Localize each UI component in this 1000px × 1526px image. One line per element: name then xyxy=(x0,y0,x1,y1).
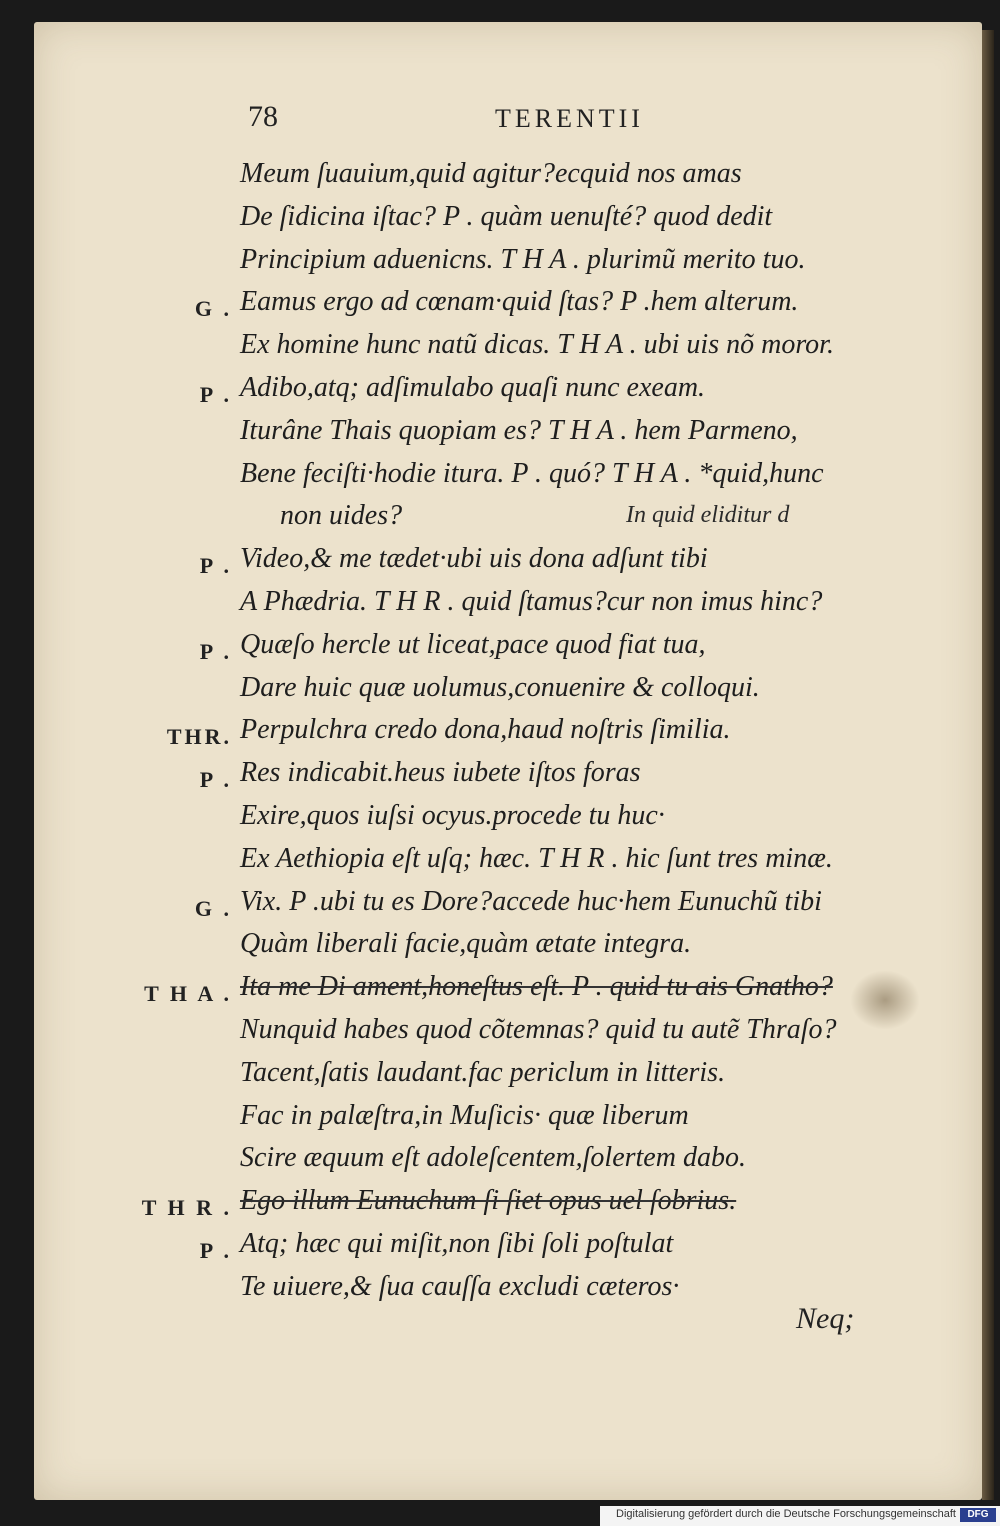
footer-credit: Digitalisierung gefördert durch die Deutsche Forschungsgemeinschaft xyxy=(616,1508,956,1520)
speaker-label: P . xyxy=(199,553,232,579)
page-header xyxy=(0,100,1000,140)
margin-note: In quid eliditur d xyxy=(626,502,790,529)
speaker-label: P . xyxy=(199,1238,232,1263)
text-line xyxy=(0,329,1000,369)
verse-text: Nunquid habes quod cõtemnas? quid tu autẽ Thraſo? xyxy=(240,1014,837,1045)
text-line xyxy=(0,244,1000,284)
verse-text: Exire,quos iuſsi ocyus.procede tu huc· xyxy=(240,800,665,831)
text-line xyxy=(0,586,1000,626)
text-line xyxy=(0,1100,1000,1140)
verse-text: non uides? xyxy=(280,500,403,532)
text-line xyxy=(0,800,1000,840)
verse-text: Perpulchra credo dona,haud noſtris ſimilia. xyxy=(240,714,731,746)
verse-text: Ego illum Eunuchum ſi ſiet opus uel ſobrius. xyxy=(240,1185,737,1217)
text-line xyxy=(0,1228,1000,1268)
verse-text: De ſidicina iſtac? P . quàm uenuſté? quod dedit xyxy=(240,200,773,232)
verse-text: Tacent,ſatis laudant.fac periclum in litteris. xyxy=(240,1056,726,1088)
running-head: TERENTII xyxy=(495,104,644,133)
verse-text: Meum ſuauium,quid agitur?ecquid nos amas xyxy=(240,158,742,189)
speaker-label: P . xyxy=(199,767,232,793)
verse-text: Ex homine hunc natũ dicas. T H A . ubi uis nõ moror. xyxy=(240,329,834,361)
text-line xyxy=(0,458,1000,498)
text-line xyxy=(0,372,1000,412)
footer-bar xyxy=(600,1506,1000,1526)
text-line xyxy=(0,543,1000,583)
verse-text: Ita me Di ament,honeſtus eſt. P . quid tu ais Gnatho? xyxy=(240,971,833,1003)
verse-text: Iturâne Thais quopiam es? T H A . hem Parmeno, xyxy=(240,414,798,446)
text-line xyxy=(0,1185,1000,1225)
text-line xyxy=(0,928,1000,968)
verse-text: Principium aduenicns. T H A . plurimũ merito tuo. xyxy=(240,243,806,275)
verse-text: Video,& me tædet·ubi uis dona adſunt tibi xyxy=(240,543,708,575)
text-line xyxy=(0,158,1000,198)
text-line xyxy=(0,629,1000,669)
text-line xyxy=(0,1014,1000,1054)
text-line xyxy=(0,500,1000,540)
catchword: Neq; xyxy=(796,1302,855,1335)
speaker-label: G . xyxy=(194,296,232,322)
text-line xyxy=(0,286,1000,326)
text-line xyxy=(0,757,1000,797)
speaker-label: P . xyxy=(199,638,232,664)
verse-text: A Phædria. T H R . quid ſtamus?cur non imus hinc? xyxy=(240,586,823,617)
text-line xyxy=(0,1057,1000,1097)
page-number: 78 xyxy=(248,100,278,133)
verse-text: Dare huic quæ uolumus,conuenire & colloqui. xyxy=(240,671,760,703)
text-line xyxy=(0,415,1000,455)
verse-text: Te uiuere,& ſua cauſſa excludi cæteros· xyxy=(240,1270,680,1302)
speaker-label: THR. xyxy=(166,724,232,750)
text-line xyxy=(0,886,1000,926)
text-line xyxy=(0,1142,1000,1182)
speaker-label: G . xyxy=(194,895,232,921)
verse-text: Adibo,atq; adſimulabo quaſi nunc exeam. xyxy=(240,372,706,403)
verse-text: Quæſo hercle ut liceat,pace quod fiat tua, xyxy=(240,628,706,660)
text-line xyxy=(0,672,1000,712)
text-line xyxy=(0,714,1000,754)
speaker-label: T H R . xyxy=(141,1195,232,1221)
dfg-logo: DFG xyxy=(960,1508,996,1522)
speaker-label: P . xyxy=(199,382,232,407)
text-line xyxy=(0,843,1000,883)
verse-text: Scire æquum eſt adoleſcentem,ſolertem dabo. xyxy=(240,1142,746,1174)
verse-text: Ex Aethiopia eſt uſq; hæc. T H R . hic ſunt tres minæ. xyxy=(240,842,833,874)
verse-text: Atq; hæc qui miſit,non ſibi ſoli poſtulat xyxy=(240,1228,674,1259)
text-line xyxy=(0,201,1000,241)
text-line xyxy=(0,971,1000,1011)
verse-text: Fac in palæſtra,in Muſicis· quæ liberum xyxy=(240,1099,689,1131)
speaker-label: T H A . xyxy=(144,981,232,1007)
verse-text: Vix. P .ubi tu es Dore?accede huc·hem Eunuchũ tibi xyxy=(240,885,822,917)
verse-text: Eamus ergo ad cœnam·quid ſtas? P .hem alterum. xyxy=(240,286,799,318)
verse-text: Res indicabit.heus iubete iſtos foras xyxy=(240,757,641,789)
verse-text: Quàm liberali facie,quàm ætate integra. xyxy=(240,928,692,960)
verse-text: Bene feciſti·hodie itura. P . quó? T H A . *quid,hunc xyxy=(240,457,824,489)
